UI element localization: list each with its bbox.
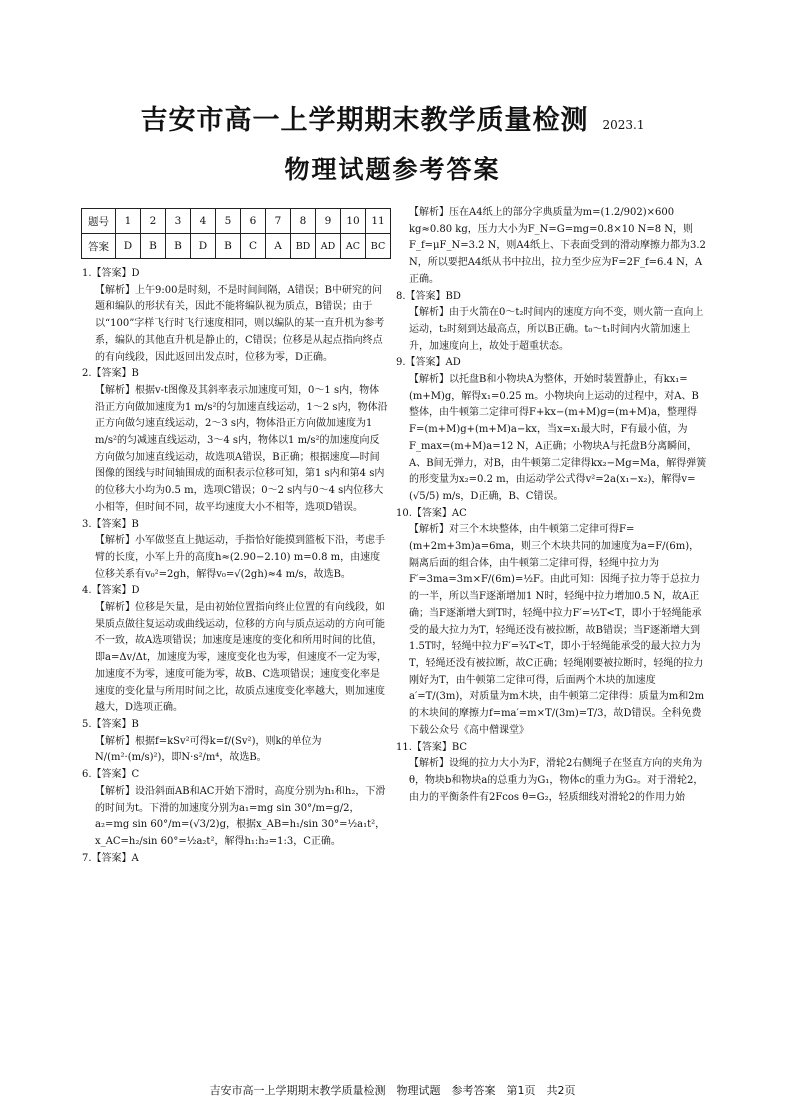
question-5-analysis: 【解析】根据f=kSv²可得k=f/(Sv²)，则k的单位为N/(m²·(m/s)²)，即N·s²/m⁴，故选B。 xyxy=(95,735,322,764)
answer-table-number-row xyxy=(82,209,391,234)
table-cell: BD xyxy=(291,234,316,259)
question-9-analysis: 【解析】以托盘B和小物块A为整体，开始时装置静止，有kx₁=(m+M)g，解得x₁=0.25 m。小物块向上运动的过程中，对A、B整体，由牛顿第二定律可得F+kx−(m+M)g=(m+M)a，整理得F=(m+M)g+(m+M)a−kx，当x=x₁最大时，F有最小值，为F_max=(m+M)a=12 N，A正确；小物块A与托盘B分离瞬间，A、B间无弹力，对B，由牛顿第二定律得kx₂−Mg=Ma，解得弹簧的形变量为x₂=0.2 m，由运动学公式得v²=2a(x₁−x₂)，解得v=(√5/5) m/s，D正确，B、C错误。 xyxy=(409,374,707,502)
question-8-answer: 8.【答案】BD xyxy=(396,290,461,302)
table-cell: 2 xyxy=(141,209,166,234)
page-subtitle: 物理试题参考答案 xyxy=(284,155,501,184)
title-text: 吉安市高一上学期期末教学质量检测 xyxy=(140,105,589,136)
question-11-analysis: 【解析】设绳的拉力大小为F，滑轮2右侧绳子在竖直方向的夹角为θ，物块b和物块a的总重力为G₁，物体c的重力为G₂。对于滑轮2，由力的平衡条件有2Fcos θ=G₂，轻质细线对滑轮2的作用力始 xyxy=(409,758,704,803)
question-7-analysis: 【解析】压在A4纸上的部分字典质量为m=(1.2/902)×600 kg≈0.80 kg，压力大小为F_N=G=mg=0.8×10 N=8 N，则F_f=μF_N=3.2 N，则A4纸上、下表面受到的滑动摩擦力都为3.2 N，所以要把A4纸从书中拉出，拉力至少应为F=2F_f=6.4 N，A正确。 xyxy=(409,207,706,285)
table-header-cell: 答案 xyxy=(82,234,116,259)
page-title xyxy=(0,98,785,137)
question-6-answer: 6.【答案】C xyxy=(82,769,140,781)
table-cell: 7 xyxy=(266,209,291,234)
table-cell: AD xyxy=(316,234,341,259)
question-5-answer: 5.【答案】B xyxy=(82,718,139,730)
table-cell: 11 xyxy=(366,209,391,234)
table-cell: BC xyxy=(366,234,391,259)
answer-table xyxy=(81,208,391,259)
table-cell: 10 xyxy=(341,209,366,234)
table-header-cell: 题号 xyxy=(82,209,116,234)
question-4-analysis: 【解析】位移是矢量，是由初始位置指向终止位置的有向线段，如果质点做往复运动或曲线运动，位移的方向与质点运动的方向可能不一致，故A选项错误；加速度是速度的变化和所用时间的比值，即a=Δv/Δt，加速度为零，速度变化也为零，但速度不一定为零，加速度不为零，速度可能为零，故B、C选项错误；速度变化率是速度的变化量与所用时间之比，故质点速度变化率越大，则加速度越大，D选项正确。 xyxy=(95,602,387,714)
question-8-analysis: 【解析】由于火箭在0～t₂时间内的速度方向不变，则火箭一直向上运动，t₂时刻到达最高点，所以B正确。t₀～t₁时间内火箭加速上升，加速度向上，故处于超重状态。 xyxy=(409,307,704,352)
table-cell: B xyxy=(166,234,191,259)
date-label: 2023.1 xyxy=(602,118,645,132)
question-1-analysis: 【解析】上午9:00是时刻，不是时间间隔，A错误；B中研究的问题和编队的形状有关，因此不能将编队视为质点，B错误；由于以“100”字样飞行时飞行速度相同，则以编队的某一直升机为参考系，编队的其他直升机是静止的，C错误；位移是从起点指向终点的有向线段，因此返回出发点时，位移为零，D正确。 xyxy=(95,284,385,363)
question-1-answer: 1.【答案】D xyxy=(82,268,140,279)
table-cell: 5 xyxy=(216,209,241,234)
question-9-answer: 9.【答案】AD xyxy=(396,357,461,369)
answer-table-answer-row xyxy=(82,234,391,259)
table-cell: D xyxy=(191,234,216,259)
question-2-answer: 2.【答案】B xyxy=(82,368,139,380)
question-4-answer: 4.【答案】D xyxy=(82,585,140,597)
table-cell: 1 xyxy=(116,209,141,234)
question-10-analysis: 【解析】对三个木块整体，由牛顿第二定律可得F=(m+2m+3m)a=6ma，则三个木块共同的加速度为a=F/(6m)，隔离后面的组合体，由牛顿第二定律可得，轻绳中拉力为F′=3ma=3m×F/(6m)=½F。由此可知：因绳子拉力等于总拉力的一半，所以当F逐渐增加1 N时，轻绳中拉力增加0.5 N，故A正确；当F逐渐增大到T时，轻绳中拉力F′=½T<T，即小于轻绳能承受的最大拉力为T，轻绳还没有被拉断，故B错误；当F逐渐增大到1.5T时，轻绳中拉力F′=¾T<T，即小于轻绳能承受的最大拉力为T，轻绳还没有被拉断，故C正确；轻绳刚要被拉断时，轻绳的拉力刚好为T，由牛顿第二定律可得，后面两个木块的加速度a′=T/(3m)，对质量为m木块，由牛顿第二定律得：质量为m和2m的木块间的摩擦力f=ma′=m×T/(3m)=T/3，故D错误。全科免费下载公众号《高中僧课堂》 xyxy=(409,524,705,736)
table-cell: AC xyxy=(341,234,366,259)
question-11-answer: 11.【答案】BC xyxy=(396,741,468,753)
table-cell: B xyxy=(216,234,241,259)
table-cell: 6 xyxy=(241,209,266,234)
table-cell: A xyxy=(266,234,291,259)
question-3-analysis: 【解析】小军做竖直上抛运动，手指恰好能摸到篮板下沿，考虑手臂的长度，小军上升的高度h≈(2.90−2.10) m=0.8 m，由速度位移关系有v₀²=2gh，解得v₀=√(2gh)≈4 m/s，故选B。 xyxy=(95,535,385,580)
table-cell: C xyxy=(241,234,266,259)
table-cell: B xyxy=(141,234,166,259)
right-column xyxy=(396,205,708,806)
question-10-answer: 10.【答案】AC xyxy=(396,507,467,519)
table-cell: 9 xyxy=(316,209,341,234)
table-cell: 3 xyxy=(166,209,191,234)
table-cell: D xyxy=(116,234,141,259)
left-column xyxy=(82,266,388,867)
question-6-analysis: 【解析】设沿斜面AB和AC开始下滑时，高度分别为h₁和h₂，下滑的时间为t。下滑的加速度分别为a₁=mg sin 30°/m=g/2，a₂=mg sin 60°/m=(√3/2)g，根据x_AB=h₁/sin 30°=½a₁t²，x_AC=h₂/sin 60°=½a₂t²，解得h₁:h₂=1:3，C正确。 xyxy=(95,785,386,847)
table-cell: 4 xyxy=(191,209,216,234)
question-2-analysis: 【解析】根据v-t图像及其斜率表示加速度可知，0～1 s内，物体沿正方向做加速度为1 m/s²的匀加速直线运动，1～2 s内，物体沿正方向做匀速直线运动，2～3 s内，物体沿正方向做加速度为1 m/s²的匀减速直线运动，3～4 s内，物体以1 m/s²的加速度向反方向做匀加速直线运动，故选项A错误，B正确；根据速度—时间图像的图线与时间轴围成的面积表示位移可知，第1 s内和第4 s内的位移大小均为0.5 m，选项C错误；0～2 s内与0～4 s内位移大小相等，但时间不同，故平均速度大小不相等，选项D错误。 xyxy=(95,384,388,513)
question-7-answer: 7.【答案】A xyxy=(82,852,139,864)
page-footer: 吉安市高一上学期期末教学质量检测 物理试题 参考答案 第1页 共2页 xyxy=(209,1084,576,1097)
question-3-answer: 3.【答案】B xyxy=(82,518,139,530)
table-cell: 8 xyxy=(291,209,316,234)
